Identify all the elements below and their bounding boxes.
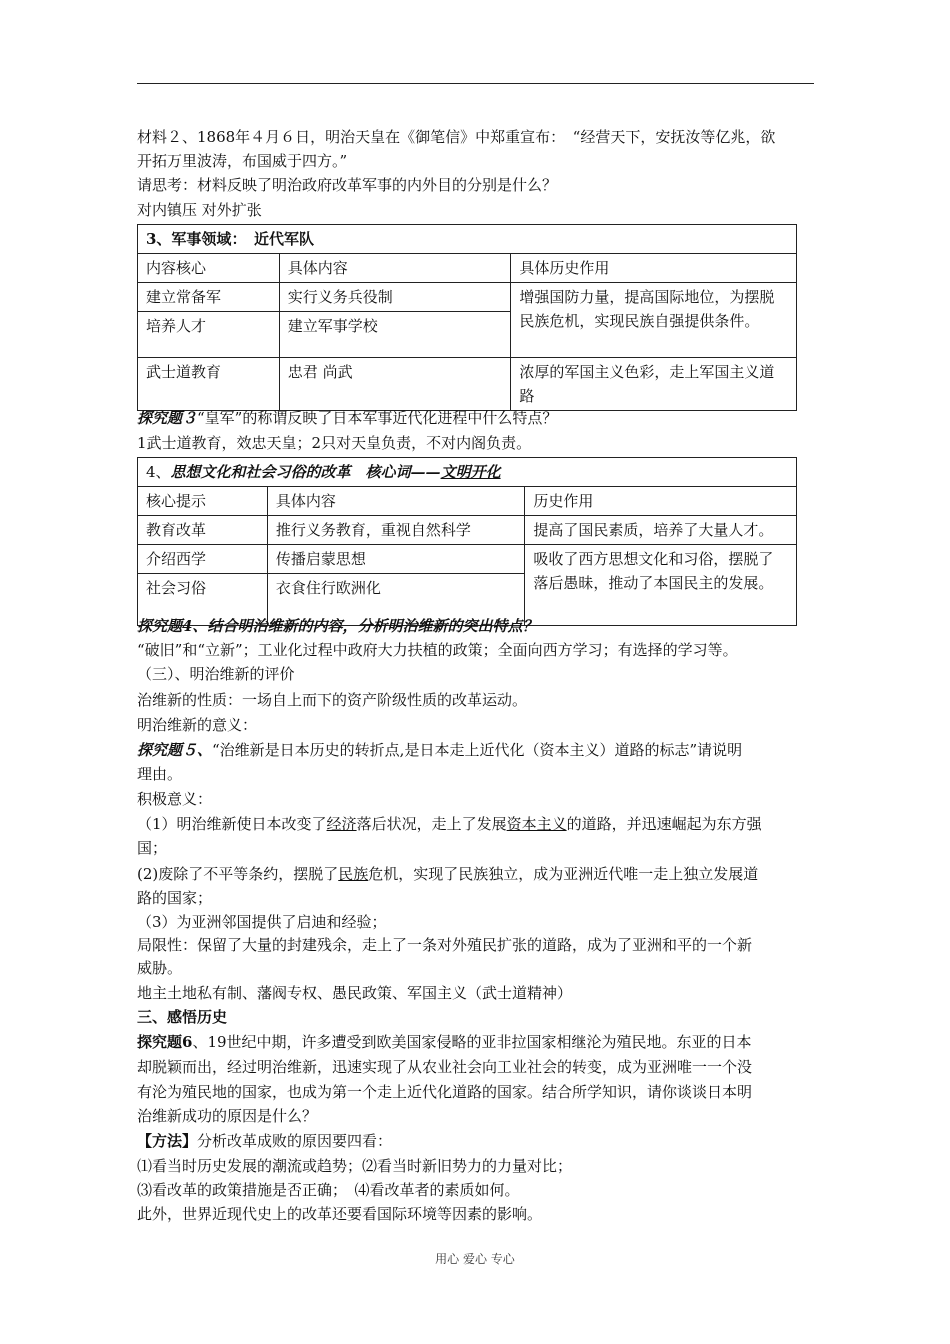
q6-line1: 探究题6、19世纪中期，许多遭受到欧美国家侵略的亚非拉国家相继沦为殖民地。东亚的日本 [137, 1033, 752, 1051]
table-cell: 实行义务兵役制 [279, 283, 511, 312]
q3-text: “皇军”的称谓反映了日本军事近代化进程中什么特点？ [197, 409, 558, 427]
method-item-3-4: ⑶看改革的政策措施是否正确； ⑷看改革者的素质如何。 [137, 1181, 520, 1199]
table-cell: 传播启蒙思想 [267, 545, 525, 574]
table-cell: 推行义务教育，重视自然科学 [267, 516, 525, 545]
q6-line3: 有沦为殖民地的国家，也成为第一个走上近代化道路的国家。结合所学知识，请你谈谈日本明 [137, 1083, 753, 1101]
table-cell: 吸收了西方思想文化和习俗，摆脱了落后愚昧，推动了本国民主的发展。 [525, 545, 797, 626]
q3-label: 探究题３ [137, 409, 198, 427]
table-cell: 衣食住行欧洲化 [267, 574, 525, 626]
evaluation-significance: 明治维新的意义： [137, 716, 258, 734]
table-cell: 浓厚的军国主义色彩，走上军国主义道路 [511, 358, 797, 411]
table-cell: 培养人才 [138, 312, 280, 358]
table-header: 具体内容 [267, 487, 525, 516]
evaluation-heading: （三）、明治维新的评价 [137, 665, 295, 683]
q3-answer: 1武士道教育，效忠天皇；2只对天皇负责，不对内阁负责。 [137, 434, 532, 452]
culture-table [137, 457, 797, 626]
table-cell: 介绍西学 [138, 545, 268, 574]
table-cell: 武士道教育 [138, 358, 280, 411]
q6-line4: 治维新成功的原因是什么？ [137, 1107, 318, 1125]
q5-point1: （1）明治维新使日本改变了经济落后状况，走上了发展资本主义的道路，并迅速崛起为东方强 [137, 815, 762, 833]
q4-title: 探究题4、结合明治维新的内容，分析明治维新的突出特点？ [137, 617, 538, 635]
table-cell: 提高了国民素质，培养了大量人才。 [525, 516, 797, 545]
q5-point1-cont: 国； [137, 839, 168, 857]
table-cell: 社会习俗 [138, 574, 268, 626]
method-label: 【方法】 [137, 1132, 198, 1150]
table-header: 内容核心 [138, 254, 280, 283]
q5-question-cont: 理由。 [137, 765, 183, 783]
method-line: 【方法】分析改革成败的原因要四看： [137, 1132, 393, 1150]
q5-limitations-cont: 威胁。 [137, 959, 183, 977]
q5-point2-cont: 路的国家； [137, 889, 213, 907]
method-item-1-2: ⑴看当时历史发展的潮流或趋势；⑵看当时新旧势力的力量对比； [137, 1157, 573, 1175]
q5-label: 探究题５、 [137, 741, 213, 759]
header-rule [137, 83, 814, 84]
page-footer: 用心 爱心 专心 [435, 1252, 515, 1266]
table-header: 具体内容 [279, 254, 511, 283]
q3-question [137, 406, 817, 430]
q5-question: 探究题５、“治维新是日本历史的转折点,是日本走上近代化（资本主义）道路的标志”请说明 [137, 741, 743, 759]
military-table-title: 3、军事领域： 近代军队 [138, 225, 797, 254]
q4-answer: “破旧”和“立新”；工业化过程中政府大力扶植的政策；全面向西方学习；有选择的学习等。 [137, 641, 738, 659]
material2-line2: 开拓万里波涛，布国威于四方。” [137, 152, 348, 170]
q5-limitations: 局限性：保留了大量的封建残余，走上了一条对外殖民扩张的道路，成为了亚洲和平的一个新 [137, 936, 753, 954]
q5-positive-label: 积极意义： [137, 790, 213, 808]
table-header: 具体历史作用 [511, 254, 797, 283]
q6-line2: 却脱颖而出，经过明治维新，迅速实现了从农业社会向工业社会的转变，成为亚洲唯一一个没 [137, 1058, 753, 1076]
material2-question: 请思考：材料反映了明治政府改革军事的内外目的分别是什么？ [137, 176, 558, 194]
material2-answer: 对内镇压 对外扩张 [137, 201, 262, 219]
material2-line1: 材料２、1868年４月６日，明治天皇在《御笔信》中郑重宣布： “经营天下，安抚汝等亿兆，欲 [137, 128, 776, 146]
military-table [137, 224, 797, 411]
q5-remnants: 地主土地私有制、藩阀专权、愚民政策、军国主义（武士道精神） [137, 984, 573, 1002]
q5-point2: (2)废除了不平等条约，摆脱了民族危机，实现了民族独立，成为亚洲近代唯一走上独立发展道 [137, 865, 759, 883]
culture-table-title: 4、思想文化和社会习俗的改革 核心词——文明开化 [138, 458, 797, 487]
table-header: 历史作用 [525, 487, 797, 516]
q6-label: 探究题6 [137, 1033, 193, 1051]
q5-point3: （3）为亚洲邻国提供了启迪和经验； [137, 913, 387, 931]
table-cell: 建立军事学校 [279, 312, 511, 358]
section3-heading: 三、感悟历史 [137, 1008, 228, 1026]
method-note: 此外，世界近现代史上的改革还要看国际环境等因素的影响。 [137, 1205, 543, 1223]
evaluation-nature: 治维新的性质：一场自上而下的资产阶级性质的改革运动。 [137, 691, 528, 709]
table-cell: 忠君 尚武 [279, 358, 511, 411]
table-header: 核心提示 [138, 487, 268, 516]
table-cell: 教育改革 [138, 516, 268, 545]
table-cell: 增强国防力量，提高国际地位，为摆脱民族危机，实现民族自强提供条件。 [511, 283, 797, 358]
table-cell: 建立常备军 [138, 283, 280, 312]
